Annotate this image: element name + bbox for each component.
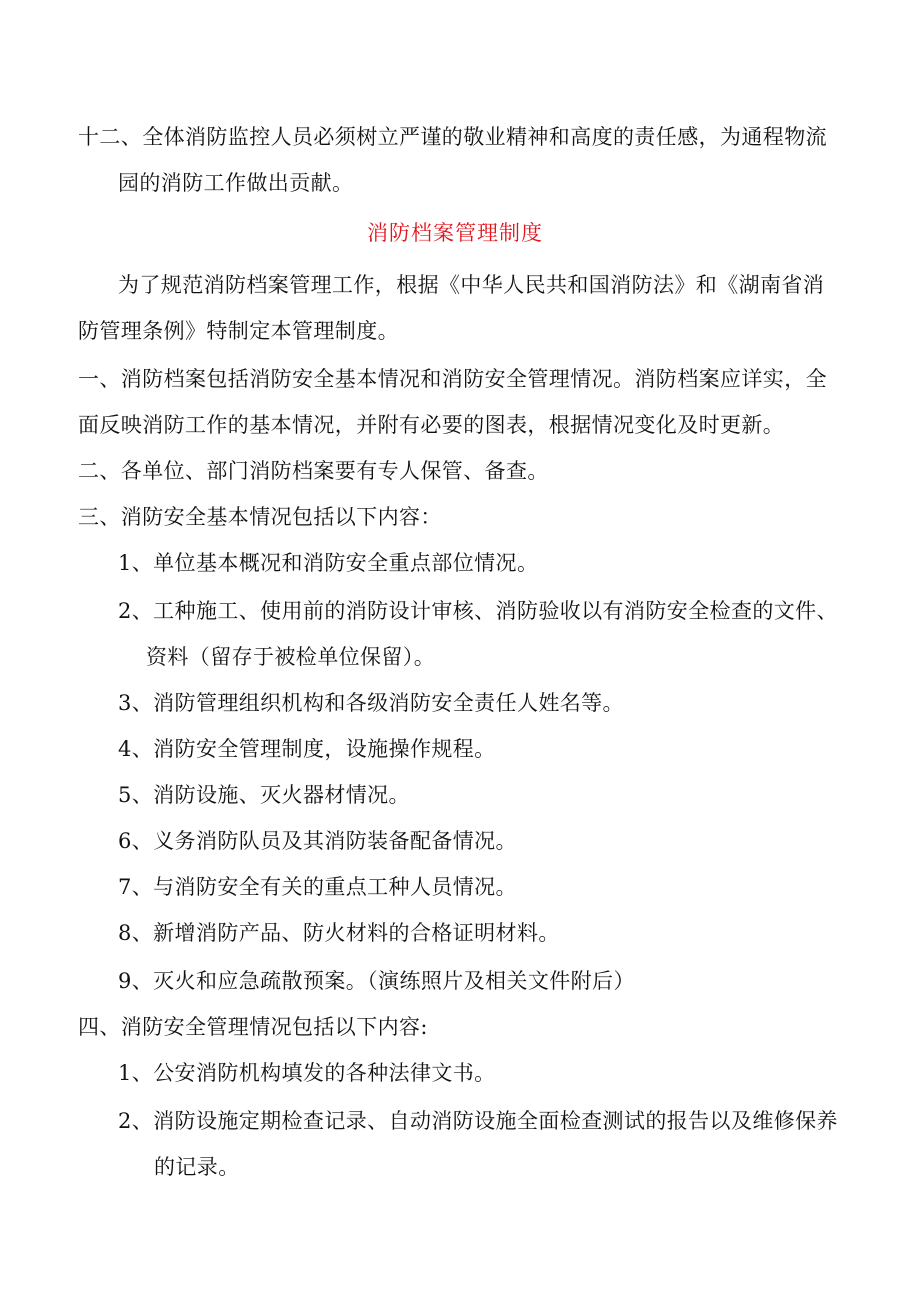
clause-2: 二、各单位、部门消防档案要有专人保管、备查。	[78, 459, 549, 483]
clause-3-item-5: 5、消防设施、灭火器材情况。	[118, 783, 410, 807]
item-12-line-1: 十二、全体消防监控人员必须树立严谨的敬业精神和高度的责任感，为通程物流	[78, 125, 827, 149]
clause-1-line-1: 一、消防档案包括消防安全基本情况和消防安全管理情况。消防档案应详实，全	[78, 367, 827, 391]
clause-3-item-4: 4、消防安全管理制度，设施操作规程。	[118, 737, 496, 761]
clause-3-item-8: 8、新增消防产品、防火材料的合格证明材料。	[118, 921, 560, 945]
item-12-line-2: 园的消防工作做出贡献。	[118, 171, 354, 195]
clause-3-item-9: 9、灭火和应急疏散预案。（演练照片及相关文件附后）	[118, 969, 635, 993]
preamble-line-1: 为了规范消防档案管理工作，根据《中华人民共和国消防法》和《湖南省消	[118, 273, 825, 297]
clause-4-item-2: 2、消防设施定期检查记录、自动消防设施全面检查测试的报告以及维修保养	[118, 1109, 838, 1133]
clause-3-item-6: 6、义务消防队员及其消防装备配备情况。	[118, 829, 517, 853]
clause-3-item-7: 7、与消防安全有关的重点工种人员情况。	[118, 875, 517, 899]
clause-1-line-2: 面反映消防工作的基本情况，并附有必要的图表，根据情况变化及时更新。	[78, 413, 785, 437]
clause-3-item-2: 2、工种施工、使用前的消防设计审核、消防验收以有消防安全检查的文件、	[118, 599, 838, 623]
clause-4-item-1: 1、公安消防机构填发的各种法律文书。	[118, 1061, 496, 1085]
section-title: 消防档案管理制度	[367, 221, 543, 245]
clause-3-item-3: 3、消防管理组织机构和各级消防安全责任人姓名等。	[118, 691, 624, 715]
clause-3-item-2-cont: 资料（留存于被检单位保留）。	[146, 645, 436, 669]
clause-4-item-2-cont: 的记录。	[154, 1155, 240, 1179]
clause-3-heading: 三、消防安全基本情况包括以下内容：	[78, 505, 442, 529]
clause-3-item-1: 1、单位基本概况和消防安全重点部位情况。	[118, 551, 539, 575]
clause-4-heading: 四、消防安全管理情况包括以下内容:	[78, 1015, 428, 1039]
preamble-line-2: 防管理条例》特制定本管理制度。	[78, 319, 399, 343]
